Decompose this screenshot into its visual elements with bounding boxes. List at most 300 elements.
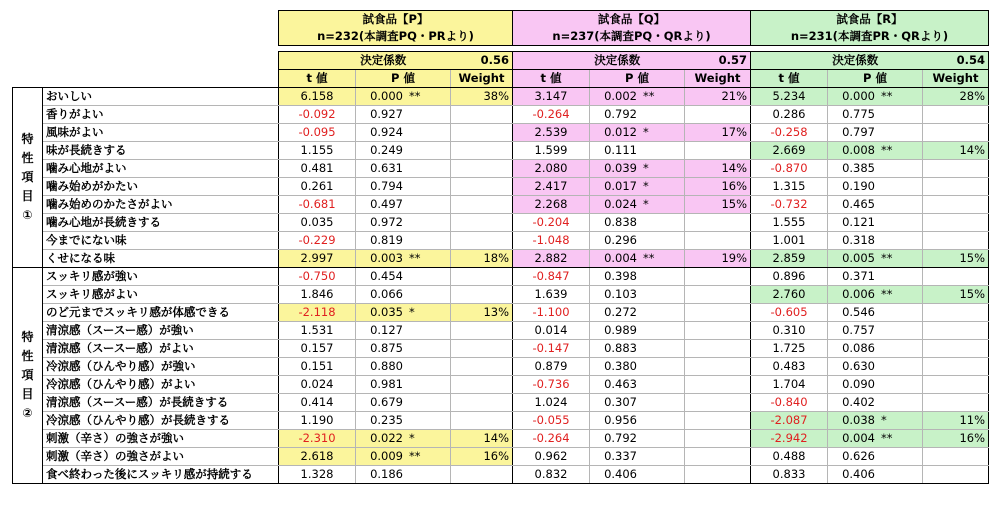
table-row <box>13 160 989 178</box>
col-header-t: t 値 <box>751 70 828 88</box>
weight-r <box>923 232 989 250</box>
p-value-p <box>356 394 451 412</box>
t-value-q: -0.264 <box>513 430 590 448</box>
p-value-p <box>356 412 451 430</box>
attribute-label: スッキリ感が強い <box>43 268 279 286</box>
p-value-number: 0.875 <box>370 341 403 355</box>
p-value-number: 0.371 <box>842 269 875 283</box>
p-value-number: 0.090 <box>842 377 875 391</box>
p-value-number: 0.981 <box>370 377 403 391</box>
significance-mark: * <box>643 197 649 211</box>
attribute-label: 風味がよい <box>43 124 279 142</box>
weight-q <box>685 106 751 124</box>
weight-r: 11% <box>923 412 989 430</box>
weight-r <box>923 448 989 466</box>
weight-p <box>451 376 513 394</box>
r2-label-p: 決定係数 <box>279 52 451 70</box>
t-value-q: -0.204 <box>513 214 590 232</box>
t-value-r: 0.833 <box>751 466 828 484</box>
attribute-label: 清涼感（スースー感）が長続きする <box>43 394 279 412</box>
group-label-1 <box>13 88 43 268</box>
table-row <box>13 106 989 124</box>
t-value-r: 1.704 <box>751 376 828 394</box>
significance-mark: * <box>643 125 649 139</box>
group-label-char: 項 <box>21 170 34 184</box>
weight-r <box>923 160 989 178</box>
p-value-r <box>828 448 923 466</box>
r2-value-q: 0.57 <box>685 52 751 70</box>
p-value-r <box>828 196 923 214</box>
t-value-q: 1.639 <box>513 286 590 304</box>
p-value-number: 0.463 <box>604 377 637 391</box>
product-name-p: 試食品【P】 <box>279 11 513 29</box>
p-value-number: 0.819 <box>370 233 403 247</box>
weight-p: 13% <box>451 304 513 322</box>
weight-r <box>923 322 989 340</box>
p-value-q <box>590 466 685 484</box>
t-value-p: 1.190 <box>279 412 356 430</box>
weight-r <box>923 376 989 394</box>
p-value-number: 0.385 <box>842 161 875 175</box>
p-value-number: 0.038 <box>842 413 875 427</box>
weight-r: 15% <box>923 286 989 304</box>
t-value-p: -2.118 <box>279 304 356 322</box>
p-value-q <box>590 448 685 466</box>
p-value-r <box>828 394 923 412</box>
weight-q <box>685 232 751 250</box>
t-value-q: 2.268 <box>513 196 590 214</box>
t-value-q: 1.599 <box>513 142 590 160</box>
t-value-p: -0.750 <box>279 268 356 286</box>
weight-q <box>685 448 751 466</box>
p-value-p <box>356 214 451 232</box>
table-row <box>13 214 989 232</box>
p-value-q <box>590 250 685 268</box>
t-value-r: -2.087 <box>751 412 828 430</box>
group-label-char: 項 <box>21 368 34 382</box>
table-row <box>13 340 989 358</box>
attribute-label: 刺激（辛さ）の強さがよい <box>43 448 279 466</box>
p-value-number: 0.927 <box>370 107 403 121</box>
p-value-number: 0.924 <box>370 125 403 139</box>
table-row <box>13 412 989 430</box>
sample-size-r: n=231(本調査PR・QRより) <box>751 28 989 46</box>
p-value-q <box>590 232 685 250</box>
p-value-number: 0.757 <box>842 323 875 337</box>
p-value-number: 0.631 <box>370 161 403 175</box>
p-value-number: 0.272 <box>604 305 637 319</box>
product-name-q: 試食品【Q】 <box>513 11 751 29</box>
weight-q: 14% <box>685 160 751 178</box>
p-value-number: 0.111 <box>604 143 637 157</box>
group-label-char: ① <box>22 208 33 222</box>
t-value-r: 2.859 <box>751 250 828 268</box>
weight-p: 38% <box>451 88 513 106</box>
t-value-r: 5.234 <box>751 88 828 106</box>
table-row <box>13 358 989 376</box>
table-row <box>13 430 989 448</box>
t-value-q: -1.048 <box>513 232 590 250</box>
blank-corner-cell <box>13 52 43 70</box>
attribute-label: 噛み始めのかたさがよい <box>43 196 279 214</box>
weight-r <box>923 304 989 322</box>
significance-mark: ** <box>409 449 421 463</box>
weight-r <box>923 178 989 196</box>
p-value-number: 0.380 <box>604 359 637 373</box>
p-value-number: 0.039 <box>604 161 637 175</box>
attribute-label: スッキリ感がよい <box>43 286 279 304</box>
weight-p <box>451 394 513 412</box>
p-value-p <box>356 232 451 250</box>
t-value-q: 0.832 <box>513 466 590 484</box>
p-value-number: 0.337 <box>604 449 637 463</box>
weight-p <box>451 340 513 358</box>
table-row <box>13 376 989 394</box>
p-value-number: 0.775 <box>842 107 875 121</box>
header-row-r2 <box>13 52 989 70</box>
p-value-number: 0.000 <box>370 89 403 103</box>
p-value-p <box>356 430 451 448</box>
p-value-number: 0.454 <box>370 269 403 283</box>
p-value-number: 0.002 <box>604 89 637 103</box>
table-row <box>13 448 989 466</box>
p-value-number: 0.838 <box>604 215 637 229</box>
p-value-number: 0.630 <box>842 359 875 373</box>
blank-corner-cell <box>43 70 279 88</box>
weight-p: 18% <box>451 250 513 268</box>
p-value-number: 0.066 <box>370 287 403 301</box>
weight-p <box>451 106 513 124</box>
group-label-char: 特 <box>21 132 34 146</box>
p-value-number: 0.004 <box>604 251 637 265</box>
weight-p <box>451 286 513 304</box>
col-header-weight: Weight <box>923 70 989 88</box>
regression-table <box>12 10 989 484</box>
weight-q <box>685 466 751 484</box>
t-value-r: 0.896 <box>751 268 828 286</box>
p-value-q <box>590 106 685 124</box>
weight-r: 15% <box>923 250 989 268</box>
weight-r <box>923 466 989 484</box>
p-value-p <box>356 322 451 340</box>
p-value-q <box>590 304 685 322</box>
weight-q <box>685 340 751 358</box>
col-header-t: t 値 <box>279 70 356 88</box>
weight-r: 16% <box>923 430 989 448</box>
blank-corner-cell <box>13 28 43 46</box>
p-value-number: 0.121 <box>842 215 875 229</box>
p-value-number: 0.190 <box>842 179 875 193</box>
weight-r <box>923 196 989 214</box>
attribute-label: 冷涼感（ひんやり感）が強い <box>43 358 279 376</box>
t-value-p: 0.414 <box>279 394 356 412</box>
p-value-number: 0.972 <box>370 215 403 229</box>
attribute-label: 冷涼感（ひんやり感）がよい <box>43 376 279 394</box>
table-row <box>13 268 989 286</box>
p-value-p <box>356 304 451 322</box>
significance-mark: ** <box>881 431 893 445</box>
p-value-r <box>828 286 923 304</box>
group-label-2 <box>13 268 43 484</box>
t-value-p: 1.155 <box>279 142 356 160</box>
p-value-number: 0.086 <box>842 341 875 355</box>
weight-p <box>451 142 513 160</box>
group-label-char: 性 <box>21 151 34 165</box>
weight-p <box>451 196 513 214</box>
weight-p <box>451 124 513 142</box>
weight-r <box>923 214 989 232</box>
table-row <box>13 232 989 250</box>
col-header-p: P 値 <box>356 70 451 88</box>
weight-p <box>451 160 513 178</box>
t-value-r: 1.555 <box>751 214 828 232</box>
p-value-r <box>828 304 923 322</box>
sample-size-q: n=237(本調査PQ・QRより) <box>513 28 751 46</box>
significance-mark: ** <box>881 89 893 103</box>
p-value-q <box>590 340 685 358</box>
p-value-number: 0.406 <box>604 467 637 481</box>
p-value-r <box>828 124 923 142</box>
significance-mark: ** <box>881 251 893 265</box>
attribute-label: 食べ終わった後にスッキリ感が持続する <box>43 466 279 484</box>
p-value-q <box>590 376 685 394</box>
p-value-number: 0.006 <box>842 287 875 301</box>
weight-r <box>923 340 989 358</box>
blank-corner-cell <box>43 28 279 46</box>
p-value-p <box>356 106 451 124</box>
p-value-r <box>828 88 923 106</box>
p-value-number: 0.402 <box>842 395 875 409</box>
table-row <box>13 394 989 412</box>
p-value-r <box>828 430 923 448</box>
significance-mark: ** <box>409 251 421 265</box>
header-row-product <box>13 11 989 29</box>
attribute-label: 噛み心地が長続きする <box>43 214 279 232</box>
table-row <box>13 322 989 340</box>
p-value-p <box>356 88 451 106</box>
weight-p: 14% <box>451 430 513 448</box>
p-value-q <box>590 286 685 304</box>
table-row <box>13 142 989 160</box>
blank-corner-cell <box>43 52 279 70</box>
weight-q: 16% <box>685 178 751 196</box>
significance-mark: * <box>643 161 649 175</box>
weight-r <box>923 268 989 286</box>
t-value-p: 1.531 <box>279 322 356 340</box>
table-row <box>13 178 989 196</box>
p-value-number: 0.465 <box>842 197 875 211</box>
t-value-r: -0.732 <box>751 196 828 214</box>
p-value-r <box>828 340 923 358</box>
p-value-number: 0.127 <box>370 323 403 337</box>
t-value-q: 2.417 <box>513 178 590 196</box>
t-value-p: -0.095 <box>279 124 356 142</box>
group-label-char: 特 <box>21 330 34 344</box>
p-value-number: 0.249 <box>370 143 403 157</box>
p-value-q <box>590 394 685 412</box>
t-value-p: -0.092 <box>279 106 356 124</box>
weight-q: 21% <box>685 88 751 106</box>
t-value-r: 1.315 <box>751 178 828 196</box>
t-value-q: 2.882 <box>513 250 590 268</box>
t-value-p: -0.681 <box>279 196 356 214</box>
p-value-r <box>828 466 923 484</box>
t-value-q: 1.024 <box>513 394 590 412</box>
significance-mark: * <box>409 305 415 319</box>
p-value-number: 0.679 <box>370 395 403 409</box>
p-value-q <box>590 142 685 160</box>
significance-mark: * <box>881 413 887 427</box>
weight-q <box>685 394 751 412</box>
p-value-p <box>356 250 451 268</box>
col-header-p: P 値 <box>828 70 923 88</box>
weight-q: 19% <box>685 250 751 268</box>
p-value-q <box>590 124 685 142</box>
t-value-r: 0.286 <box>751 106 828 124</box>
weight-p <box>451 358 513 376</box>
table-row <box>13 286 989 304</box>
p-value-r <box>828 160 923 178</box>
col-header-p: P 値 <box>590 70 685 88</box>
t-value-q: -1.100 <box>513 304 590 322</box>
p-value-number: 0.989 <box>604 323 637 337</box>
t-value-p: -2.310 <box>279 430 356 448</box>
product-name-r: 試食品【R】 <box>751 11 989 29</box>
p-value-p <box>356 448 451 466</box>
p-value-r <box>828 358 923 376</box>
p-value-number: 0.186 <box>370 467 403 481</box>
attribute-label: くせになる味 <box>43 250 279 268</box>
p-value-number: 0.546 <box>842 305 875 319</box>
t-value-r: 2.760 <box>751 286 828 304</box>
t-value-q: 2.080 <box>513 160 590 178</box>
attribute-label: 香りがよい <box>43 106 279 124</box>
attribute-label: 刺激（辛さ）の強さが強い <box>43 430 279 448</box>
weight-r: 28% <box>923 88 989 106</box>
t-value-r: -0.870 <box>751 160 828 178</box>
weight-r <box>923 358 989 376</box>
r2-value-r: 0.54 <box>923 52 989 70</box>
weight-p <box>451 322 513 340</box>
significance-mark: ** <box>881 287 893 301</box>
p-value-q <box>590 430 685 448</box>
p-value-p <box>356 268 451 286</box>
t-value-q: -0.736 <box>513 376 590 394</box>
p-value-number: 0.797 <box>842 125 875 139</box>
p-value-q <box>590 160 685 178</box>
p-value-number: 0.883 <box>604 341 637 355</box>
p-value-number: 0.792 <box>604 431 637 445</box>
weight-q <box>685 268 751 286</box>
t-value-p: 1.846 <box>279 286 356 304</box>
t-value-q: 2.539 <box>513 124 590 142</box>
attribute-label: 冷涼感（ひんやり感）が長続きする <box>43 412 279 430</box>
p-value-q <box>590 322 685 340</box>
blank-corner-cell <box>13 70 43 88</box>
p-value-number: 0.296 <box>604 233 637 247</box>
t-value-r: -2.942 <box>751 430 828 448</box>
p-value-q <box>590 358 685 376</box>
p-value-p <box>356 178 451 196</box>
p-value-r <box>828 232 923 250</box>
group-label-char: 目 <box>21 189 34 203</box>
p-value-number: 0.398 <box>604 269 637 283</box>
t-value-r: 1.001 <box>751 232 828 250</box>
table-row <box>13 250 989 268</box>
t-value-q: -0.264 <box>513 106 590 124</box>
col-header-weight: Weight <box>451 70 513 88</box>
p-value-number: 0.009 <box>370 449 403 463</box>
t-value-q: -0.847 <box>513 268 590 286</box>
significance-mark: ** <box>643 251 655 265</box>
p-value-r <box>828 268 923 286</box>
t-value-q: -0.147 <box>513 340 590 358</box>
attribute-label: 味が長続きする <box>43 142 279 160</box>
group-label-char: 性 <box>21 349 34 363</box>
r2-label-q: 決定係数 <box>513 52 685 70</box>
col-header-weight: Weight <box>685 70 751 88</box>
p-value-number: 0.103 <box>604 287 637 301</box>
p-value-r <box>828 178 923 196</box>
attribute-label: 清涼感（スースー感）が強い <box>43 322 279 340</box>
p-value-p <box>356 358 451 376</box>
attribute-label: 今までにない味 <box>43 232 279 250</box>
weight-p <box>451 232 513 250</box>
weight-p <box>451 268 513 286</box>
group-label-char: ② <box>22 406 33 420</box>
attribute-label: 噛み始めがかたい <box>43 178 279 196</box>
significance-mark: * <box>409 431 415 445</box>
attribute-label: のど元までスッキリ感が体感できる <box>43 304 279 322</box>
t-value-p: 0.261 <box>279 178 356 196</box>
p-value-q <box>590 268 685 286</box>
weight-p <box>451 178 513 196</box>
t-value-p: 0.035 <box>279 214 356 232</box>
r2-value-p: 0.56 <box>451 52 513 70</box>
significance-mark: * <box>643 179 649 193</box>
weight-q <box>685 322 751 340</box>
header-row-columns <box>13 70 989 88</box>
t-value-r: -0.605 <box>751 304 828 322</box>
t-value-p: 0.157 <box>279 340 356 358</box>
weight-r <box>923 106 989 124</box>
t-value-p: 2.618 <box>279 448 356 466</box>
weight-r <box>923 124 989 142</box>
weight-q <box>685 304 751 322</box>
p-value-p <box>356 376 451 394</box>
t-value-p: 2.997 <box>279 250 356 268</box>
p-value-r <box>828 412 923 430</box>
t-value-r: 1.725 <box>751 340 828 358</box>
t-value-r: 0.310 <box>751 322 828 340</box>
p-value-r <box>828 250 923 268</box>
p-value-p <box>356 142 451 160</box>
sample-size-p: n=232(本調査PQ・PRより) <box>279 28 513 46</box>
weight-q <box>685 286 751 304</box>
weight-r <box>923 394 989 412</box>
p-value-number: 0.307 <box>604 395 637 409</box>
weight-p: 16% <box>451 448 513 466</box>
p-value-p <box>356 160 451 178</box>
weight-r: 14% <box>923 142 989 160</box>
table-row <box>13 304 989 322</box>
t-value-r: 0.483 <box>751 358 828 376</box>
weight-q: 15% <box>685 196 751 214</box>
weight-q <box>685 358 751 376</box>
t-value-p: 1.328 <box>279 466 356 484</box>
p-value-number: 0.012 <box>604 125 637 139</box>
p-value-number: 0.005 <box>842 251 875 265</box>
